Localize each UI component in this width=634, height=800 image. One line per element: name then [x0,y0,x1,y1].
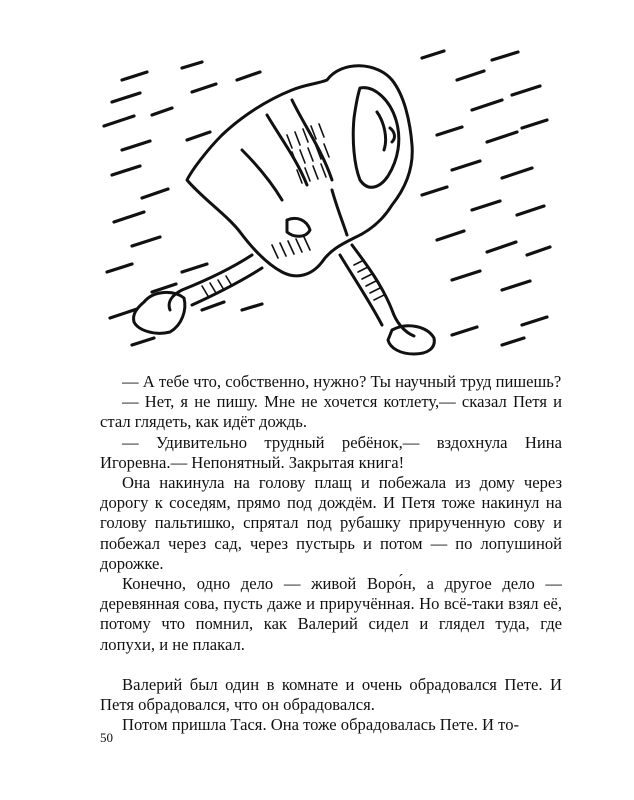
paragraph: — А тебе что, собственно, нужно? Ты научный труд пишешь? [122,372,562,391]
paragraph: Валерий был один в комнате и очень обрадовался Пете. И Петя обрадовался, что он обрадовался. [100,674,562,715]
running-figure-illustration [92,40,562,370]
body-text [100,372,562,735]
paragraph: — Нет, я не пишу. Мне не хочется котлету,— сказал Петя и стал глядеть, как идёт дождь. [100,392,562,432]
paragraph: Конечно, одно дело — живой Воро́н, а другое дело — деревянная сова, пусть даже и приручённая. Но всё-таки взял её, потому что помнил, как Валерий сидел и глядел туда, где лопухи, и не плакал. [100,574,562,654]
paragraph: Она накинула на голову плащ и побежала из дому через дорогу к соседям, прямо под дождём. И Петя тоже накинул на голову пальтишко, спрятал под рубашку прирученную сову и побежал через сад, через пустырь и потом — по лопушиной дорожке. [100,473,562,573]
page-number: 50 [100,730,113,745]
illustration [92,40,562,370]
paragraph: Потом пришла Тася. Она тоже обрадовалась Пете. И то- [122,715,520,735]
figure [134,66,435,354]
paragraph: — Удивительно трудный ребёнок,— вздохнула Нина Игоревна.— Непонятный. Закрытая книга! [100,432,562,472]
